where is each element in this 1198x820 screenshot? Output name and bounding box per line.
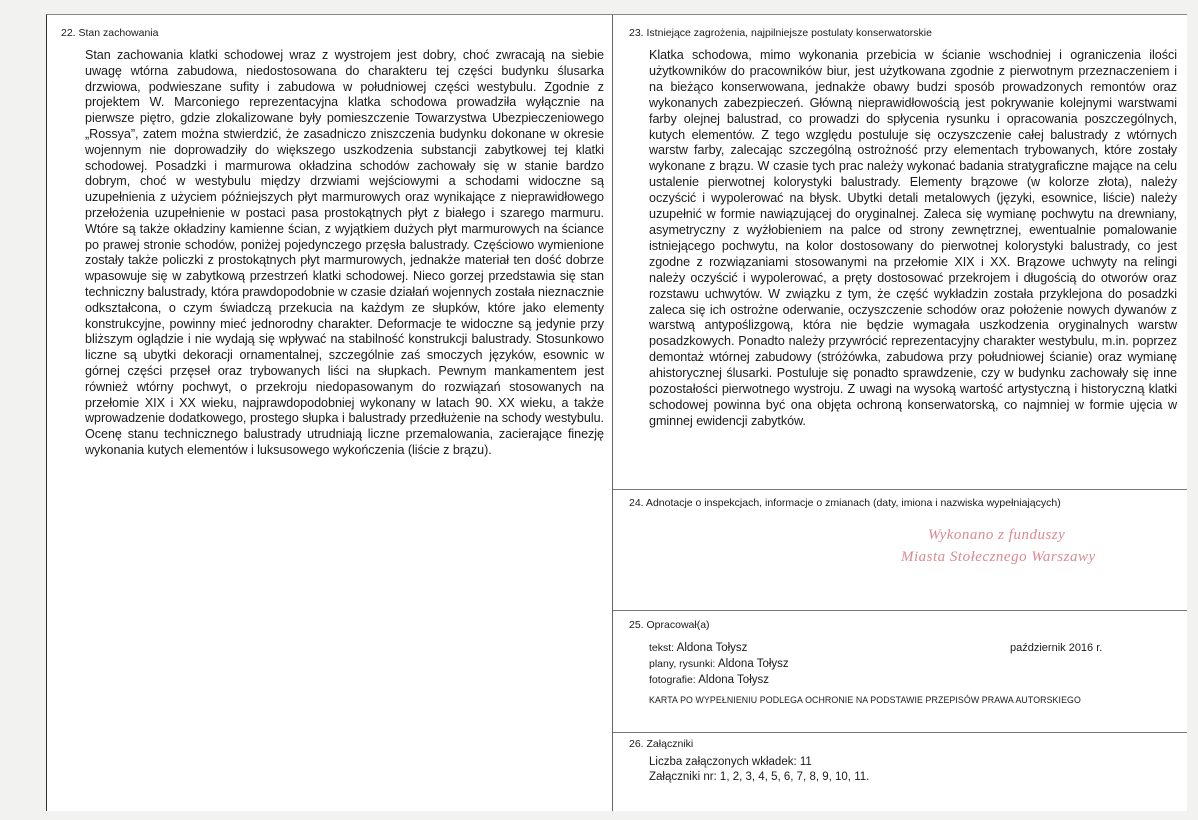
text-author-name: Aldona Tołysz: [676, 642, 748, 654]
photos-author-label: fotografie:: [649, 674, 696, 686]
section-23-title: 23. Istniejące zagrożenia, najpilniejsze postulaty konserwatorskie: [629, 27, 932, 39]
section-22-column: [47, 15, 613, 811]
divider-24-25: [613, 610, 1187, 611]
authorship-date: październik 2016 r.: [1010, 642, 1103, 654]
section-22-text: Stan zachowania klatki schodowej wraz z wystrojem jest dobry, choć zwracają na siebie uwagę wtórna zabudowa, niedostosowana do charakteru tej części budynku ślusarka drzwiowa, podwieszane sufity i zabudowa w południowej części westybulu. Zgodnie z projektem W. Marconiego reprezentacyjna klatka schodowa prowadziła wyłącznie na pierwsze piętro, gdzie zlokalizowane były pomieszczenie Towarzystwa Ubezpieczeniowego „Rossya”, zatem można stwierdzić, że zasadniczo zniszczenia budynku dokonane w okresie wojennym nie doprowadziły do większego uszkodzenia substancji zabytkowej tej klatki schodowej. Posadzki i marmurowa okładzina schodów zachowały się w stanie bardzo dobrym, choć w westybulu między drzwiami wejściowymi a schodami widoczne są uzupełnienia z użyciem późniejszych płyt marmurowych oraz wynikające z nieprawidłowego przełożenia uzupełnienie w postaci pasa prostokątnych płyt z białego i szarego marmuru. Wtóre są także okładziny kamienne ścian, z wyjątkiem dużych płyt marmurowych na ściance po prawej stronie schodów, poniżej pojedynczego przęsła balustrady. Częściowo wymienione zostały także policzki z prostokątnych płyt marmurowych, jednakże materiał ten dość dobrze wpasowuje się w zabytkową przestrzeń klatki schodowej. Nieco gorzej przedstawia się stan techniczny balustrady, która prawdopodobnie w czasie działań wojennych została nieznacznie odkształcona, o czym świadczą przekucia na każdym ze słupków, które jako elementy konstrukcyjne, powinny mieć jednorodny charakter. Deformacje te widoczne są jedynie przy bliższym oglądzie i nie wydają się wpływać na stabilność konstrukcji balustrady. Stosunkowo liczne są ubytki dekoracji ornamentalnej, szczególnie zaś smoczych języków, esownic w górnej części przęseł oraz trybowanych liści na słupkach. Pewnym mankamentem jest również wtórny pochwyt, o przekroju niedopasowanym do rozwiązań stosowanych na przełomie XIX i XX wieku, najprawdopodobniej wykonany w latach 90. XX wieku, a także wprowadzenie dodatkowego, prostego słupka i balustrady przedłużenie na schody westybulu. Ocenę stanu technicznego balustrady utrudniają liczne przemalowania, zacierające finezję wykonania kutych elementów i luksusowego wykończenia (liście z brązu).: [85, 48, 604, 457]
copyright-note: KARTA PO WYPEŁNIENIU PODLEGA OCHRONIE NA PODSTAWIE PRZEPISÓW PRAWA AUTORSKIEGO: [649, 695, 1081, 705]
section-25-title: 25. Opracował(a): [629, 619, 710, 631]
divider-23-24: [613, 489, 1187, 490]
funding-stamp-line-1: Wykonano z funduszy: [928, 527, 1066, 543]
plans-author-name: Aldona Tołysz: [717, 658, 789, 670]
section-26-title: 26. Załączniki: [629, 738, 694, 750]
attachments-count: Liczba załączonych wkładek: 11: [649, 756, 812, 768]
document-sheet: [46, 14, 1187, 811]
photos-author-name: Aldona Tołysz: [698, 674, 770, 686]
plans-author-label: plany, rysunki:: [649, 658, 716, 670]
section-22-title: 22. Stan zachowania: [61, 27, 159, 39]
photos-author-row: [649, 673, 769, 687]
section-23-text: Klatka schodowa, mimo wykonania przebicia w ścianie wschodniej i ograniczenia ilości użytkowników do pracowników biur, jest użytkowana zgodnie z pierwotnym przeznaczeniem i na bieżąco konserwowana, jednakże obawy budzi sposób prowadzonych remontów oraz wykonanych zabezpieczeń. Główną nieprawidłowością jest pokrywanie kolejnymi warstwami farby olejnej balustrad, co prowadzi do spłycenia rysunku i opracowania poszczególnych, kutych elementów. Z tego względu postuluje się oczyszczenie całej balustrady z wtórnych warstw farby, zalecając szczególną ostrożność przy elementach trybowanych, które zostały wykonane z brązu. W czasie tych prac należy wykonać badania stratygraficzne mające na celu ustalenie pierwotnej kolorystyki balustrady. Elementy brązowe (w kolorze złota), należy oczyścić i wypolerować na błysk. Ubytki detali metalowych (języki, esownice, liście) należy uzupełnić w formie nawiązującej do oryginalnej. Zaleca się wymianę pochwytu na drewniany, asymetryczny z wyżłobieniem na palce od strony zewnętrznej, ewentualnie pomalowanie istniejącego pochwytu, na kolor dostosowany do pierwotnej kolorystyki balustrady, co jest zgodne z rozwiązaniami stosowanymi na przełomie XIX i XX. Brązowe uchwyty na relingi należy oczyścić i wypolerować, a pręty dostosować przekrojem i długością do otworów oraz rozstawu uchwytów. W związku z tym, że część wykładzin została przyklejona do posadzki zaleca się ich ostrożne oderwanie, oczyszczenie schodów oraz położenie nowych dywanów z warstwą antypoślizgową, która nie będzie wymagała uszkodzenia oryginalnych warstw posadzkowych. Ponadto należy przywrócić reprezentacyjny charakter westybulu, m.in. poprzez demontaż wtórnej zabudowy (stróżówka, zabudowa przy południowej ścianie) oraz wymianę ahistorycznej ślusarki. Postuluje się ponadto sprawdzenie, czy w budynku zachowały się inne pozostałości pierwotnego wystroju. Z uwagi na wysoką wartość artystyczną i historyczną klatki schodowej powinna być ona objęta ochroną konserwatorską, co najmniej w formie ujęcia w gminnej ewidencji zabytków.: [649, 48, 1177, 428]
attachments-list: Załączniki nr: 1, 2, 3, 4, 5, 6, 7, 8, 9, 10, 11.: [649, 771, 870, 783]
divider-25-26: [613, 732, 1187, 733]
right-column: [613, 15, 1187, 811]
text-author-label: tekst:: [649, 642, 675, 654]
section-24-title: 24. Adnotacje o inspekcjach, informacje o zmianach (daty, imiona i nazwiska wypełniających): [629, 497, 1061, 509]
plans-author-row: [649, 657, 789, 671]
text-author-row: [649, 641, 747, 655]
funding-stamp-line-2: Miasta Stołecznego Warszawy: [901, 549, 1096, 565]
